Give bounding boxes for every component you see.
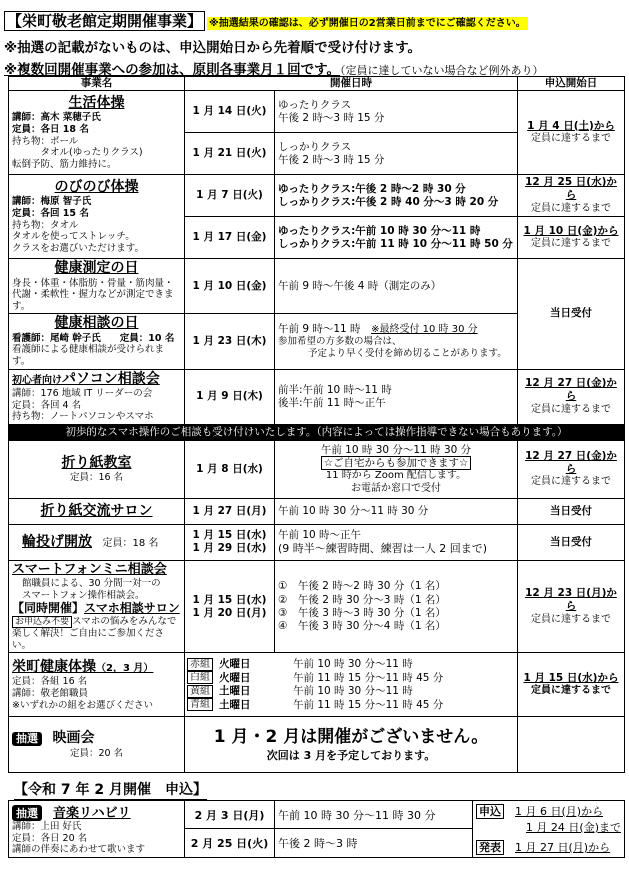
event-start <box>518 717 625 773</box>
table-header-row <box>9 77 625 91</box>
table-row <box>9 801 625 829</box>
event-start: 12 月 23 日(月)から 定員に達するまで <box>518 560 625 653</box>
event-title: 健康相談の日 <box>54 315 139 332</box>
event-pc: 初心者向けパソコン相談会 講師：176 地域 IT リーダーの会 定員：各回 4 名 持ち物：ノートパソコンやスマホ <box>9 369 185 424</box>
event-date: 1 月 17 日(金) <box>185 217 275 259</box>
event-title: 折り紙教室 <box>61 454 132 471</box>
event-title: 生活体操 <box>68 94 125 111</box>
event-start: 12 月 27 日(金)から 定員に達するまで <box>518 440 625 498</box>
event-start: 当日受付 <box>518 498 625 524</box>
schedule-table <box>8 76 625 773</box>
event-start: 当日受付 <box>518 259 625 369</box>
event-time: ① 午後 2 時～2 時 30 分（1 名） ② 午後 2 時 30 分～3 時（1 名） ③ 午後 3 時～3 時 30 分（1 名） ④ 午後 3 時 30 分～4 時（1 名） <box>275 560 518 653</box>
event-kenko-sodan: 健康相談の日 看護師：尾崎 幹子氏 定員：10 名 看護師による健康相談が受けられます。 <box>9 314 185 369</box>
event-start: 12 月 27 日(金)から 定員に達するまで <box>518 369 625 424</box>
table-row <box>9 369 625 424</box>
event-date: 1 月 23 日(木) <box>185 314 275 369</box>
event-origami-salon: 折り紙交流サロン <box>9 498 185 524</box>
event-time: 午前 9 時～11 時 ※最終受付 10 時 30 分 参加希望の方多数の場合は、 予定より早く受付を締め切ることがあります。 <box>275 314 518 369</box>
col-event: 事業名 <box>9 77 185 91</box>
event-date: 2 月 3 日(月) <box>185 801 275 829</box>
page-header <box>4 10 528 31</box>
feb-apply: 申込 1 月 6 日(月)から 1 月 24 日(金)まで 発表 1 月 27 日(月)から <box>473 801 625 858</box>
feb-heading: 【令和 7 年 2 月開催 申込】 <box>14 779 207 800</box>
col-datetime: 開催日時 <box>185 77 518 91</box>
event-time: 午前 10 時 30 分～11 時 30 分 <box>275 801 473 829</box>
event-wanage: 輪投げ開放 定員：18 名 <box>9 524 185 560</box>
col-start: 申込開始日 <box>518 77 625 91</box>
event-smartphone: スマートフォンミニ相談会 館職員による、30 分間一対一の スマートフォン操作相談会。 【同時開催】スマホ相談サロン お申込み不要 スマホの悩みをみんなで 楽しく解決！ご自由にご参加ください。 <box>9 560 185 653</box>
event-start: 当日受付 <box>518 524 625 560</box>
event-date: 1 月 27 日(月) <box>185 498 275 524</box>
event-time: 午前 10 時 30 分～11 時 30 分 <box>275 498 518 524</box>
table-row <box>9 498 625 524</box>
event-title: のびのび体操 <box>54 178 139 195</box>
table-row <box>9 91 625 133</box>
event-origami: 折り紙教室 定員：16 名 <box>9 440 185 498</box>
event-date: 1 月 15 日(水) 1 月 20 日(月) <box>185 560 275 653</box>
page-title: 【栄町敬老館定期開催事業】 <box>4 11 205 31</box>
table-row <box>9 653 625 717</box>
event-title: 健康測定の日 <box>54 260 139 277</box>
event-time: 午後 2 時～3 時 <box>275 829 473 857</box>
event-time: ゆったりクラス:午前 10 時 30 分～11 時 しっかりクラス:午前 11 時 10 分～11 時 50 分 <box>275 217 518 259</box>
table-row <box>9 259 625 314</box>
event-time: 午前 9 時～午後 4 時（測定のみ） <box>275 259 518 314</box>
event-time: 午前 10 時 30 分～11 時 30 分 ☆ご自宅からも参加できます☆ 11 時から Zoom 配信します。 お電話か窓口で受付 <box>275 440 518 498</box>
event-date: 1 月 8 日(水) <box>185 440 275 498</box>
event-music: 抽選 音楽リハビリ 講師：上田 好氏 定員：各日 20 名 講師の伴奏にあわせて歌います <box>9 801 185 858</box>
lottery-badge: 抽選 <box>12 732 42 746</box>
eiga-message: 1 月・2 月は開催がございません。 次回は 3 月を予定しております。 <box>185 717 518 773</box>
event-start: 12 月 25 日(水)から 定員に達するまで <box>518 175 625 217</box>
event-time: 午前 10 時～正午 (9 時半～練習時間、練習は一人 2 回まで) <box>275 524 518 560</box>
lottery-badge: 抽選 <box>12 805 42 821</box>
event-date: 1 月 21 日(火) <box>185 133 275 175</box>
event-date: 2 月 25 日(火) <box>185 829 275 857</box>
notice-multiple: ※複数回開催事業への参加は、原則各事業月１回です。（定員に達していない場合など例外あり） <box>4 62 544 78</box>
event-time: ゆったりクラス:午後 2 時～2 時 30 分 しっかりクラス:午後 2 時 40 分～3 時 20 分 <box>275 175 518 217</box>
pc-notice: 初歩的なスマホ操作のご相談も受け付けいたします。（内容によっては操作指導できない場合もあります。） <box>9 424 625 440</box>
table-row <box>9 424 625 440</box>
event-seikatsu: 生活体操 講師：高木 菜穂子氏 定員：各日 18 名 持ち物：ボール タオル(ゆったりクラス) 転倒予防、筋力維持に。 <box>9 91 185 175</box>
notice-first-come: ※抽選の記載がないものは、申込開始日から先着順で受け付けます。 <box>4 40 422 56</box>
event-time: しっかりクラス 午後 2 時～3 時 15 分 <box>275 133 518 175</box>
event-nobinobi: のびのび体操 講師：梅原 智子氏 定員：各回 15 名 持ち物：タオル タオルを使ってストレッチ。 クラスをお選びいただけます。 <box>9 175 185 259</box>
event-start: 1 月 4 日(土)から 定員に達するまで <box>518 91 625 175</box>
event-kenko-sokutei: 健康測定の日 身長・体重・体脂肪・骨量・筋肉量・代謝・柔軟性・握力などが測定できます。 <box>9 259 185 314</box>
feb-table <box>8 800 625 858</box>
group-schedule: 赤組 火曜日 午前 10 時 30 分～11 時 白組 火曜日 午前 11 時 15 分～11 時 45 分 黄組 土曜日 午前 10 時 30 分～11 時 青組 土曜日 午前 11 時 15 分～11 時 45 分 <box>185 653 518 717</box>
header-note: ※抽選結果の確認は、必ず開催日の2営業日前までにご確認ください。 <box>209 18 526 29</box>
event-date: 1 月 7 日(火) <box>185 175 275 217</box>
event-date: 1 月 10 日(金) <box>185 259 275 314</box>
event-date: 1 月 14 日(火) <box>185 91 275 133</box>
event-start: 1 月 10 日(金)から 定員に達するまで <box>518 217 625 259</box>
event-time: 前半:午前 10 時～11 時 後半:午前 11 時～正午 <box>275 369 518 424</box>
event-date: 1 月 9 日(木) <box>185 369 275 424</box>
table-row <box>9 560 625 653</box>
event-start: 1 月 15 日(水)から 定員に達するまで <box>518 653 625 717</box>
table-row <box>9 524 625 560</box>
event-eiga: 抽選 映画会 定員：20 名 <box>9 717 185 773</box>
table-row <box>9 175 625 217</box>
event-date: 1 月 15 日(水) 1 月 29 日(水) <box>185 524 275 560</box>
table-row <box>9 717 625 773</box>
event-time: ゆったりクラス 午後 2 時～3 時 15 分 <box>275 91 518 133</box>
event-sakaemachi: 栄町健康体操（2，3 月） 定員：各組 16 名 講師：敬老館職員 ※いずれかの組をお選びください <box>9 653 185 717</box>
table-row <box>9 440 625 498</box>
